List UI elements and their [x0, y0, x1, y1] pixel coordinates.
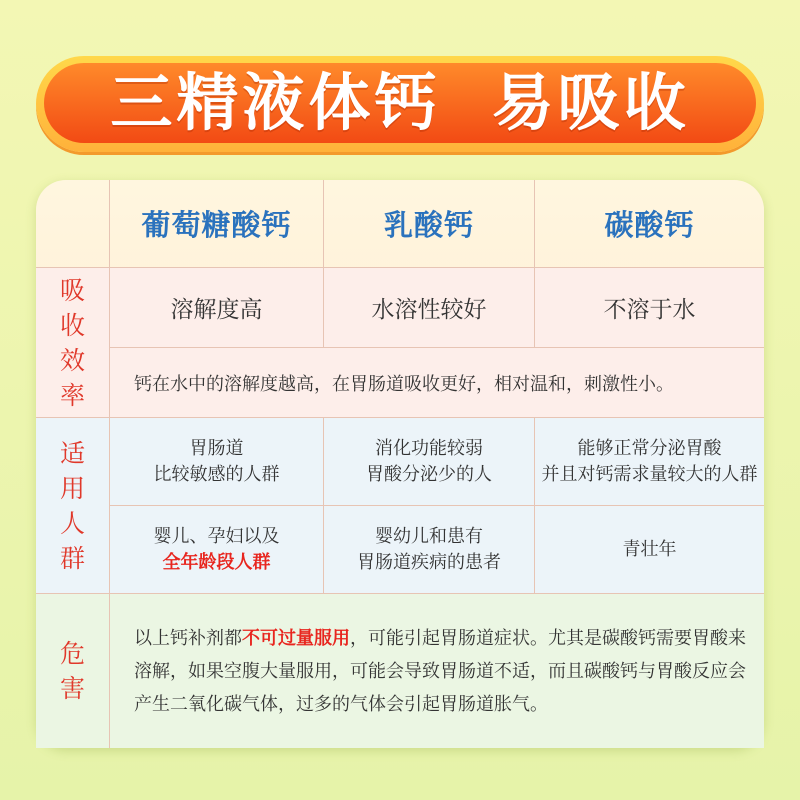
cell-line: 胃肠道 — [189, 437, 244, 459]
harm-text-before: 以上钙补剂都 — [134, 627, 242, 649]
harm-text-after: ，可能引起胃肠道症状。尤其是碳酸钙需要胃酸来溶解，如果空腹大量服用，可能会导致胃肠道不适，而且碳酸钙与胃酸反应会产生二氧化碳气体，过多的气体会引起胃肠道胀气。 — [134, 627, 746, 715]
row-label-char: 率 — [59, 380, 85, 410]
row-label-char: 用 — [59, 473, 85, 503]
row-label-char: 群 — [59, 543, 85, 573]
harm-paragraph — [134, 622, 746, 721]
row-label-char: 效 — [59, 345, 85, 375]
absorption-note: 钙在水中的溶解度越高，在胃肠道吸收更好，相对温和，刺激性小。 — [110, 348, 764, 418]
row-label-char: 害 — [59, 674, 85, 703]
cell-line: 青壮年 — [622, 538, 677, 560]
title-banner-inner — [44, 63, 756, 143]
suitable-carbonate-2 — [535, 506, 764, 594]
harm-description — [110, 594, 764, 748]
absorption-gluconate: 溶解度高 — [110, 268, 324, 348]
comparison-table — [36, 180, 764, 748]
row-label-char: 吸 — [59, 275, 85, 305]
comparison-card — [36, 180, 764, 748]
suitable-carbonate-1 — [535, 418, 764, 506]
row-label-absorption — [36, 268, 110, 418]
row-label-char: 人 — [59, 508, 85, 538]
cell-line: 比较敏感的人群 — [153, 463, 280, 485]
row-label-suitable-people — [36, 418, 110, 594]
cell-line: 婴幼儿和患有 — [375, 525, 483, 547]
cell-line: 消化功能较弱 — [375, 437, 483, 459]
row-label-char: 适 — [59, 438, 85, 468]
absorption-lactate: 水溶性较好 — [324, 268, 535, 348]
title-banner — [36, 56, 764, 152]
cell-line: 并且对钙需求量较大的人群 — [541, 463, 758, 485]
column-header-calcium-carbonate: 碳酸钙 — [535, 180, 764, 268]
banner-title: 三精液体钙 易吸收 — [110, 66, 690, 139]
table-corner — [36, 180, 110, 268]
highlight-all-ages: 全年龄段人群 — [162, 551, 271, 573]
column-header-calcium-lactate: 乳酸钙 — [324, 180, 535, 268]
cell-line: 能够正常分泌胃酸 — [577, 437, 722, 459]
row-label-harm — [36, 594, 110, 748]
cell-line: 胃肠道疾病的患者 — [357, 551, 501, 573]
absorption-carbonate: 不溶于水 — [535, 268, 764, 348]
suitable-gluconate-1 — [110, 418, 324, 506]
suitable-lactate-2 — [324, 506, 535, 594]
column-header-calcium-gluconate: 葡萄糖酸钙 — [110, 180, 324, 268]
suitable-lactate-1 — [324, 418, 535, 506]
row-label-char: 危 — [59, 639, 85, 668]
suitable-gluconate-2 — [110, 506, 324, 594]
cell-line: 胃酸分泌少的人 — [366, 463, 492, 485]
harm-warning-highlight: 不可过量服用 — [242, 627, 350, 649]
row-label-char: 收 — [59, 310, 85, 340]
cell-line: 婴儿、孕妇以及 — [153, 525, 280, 547]
